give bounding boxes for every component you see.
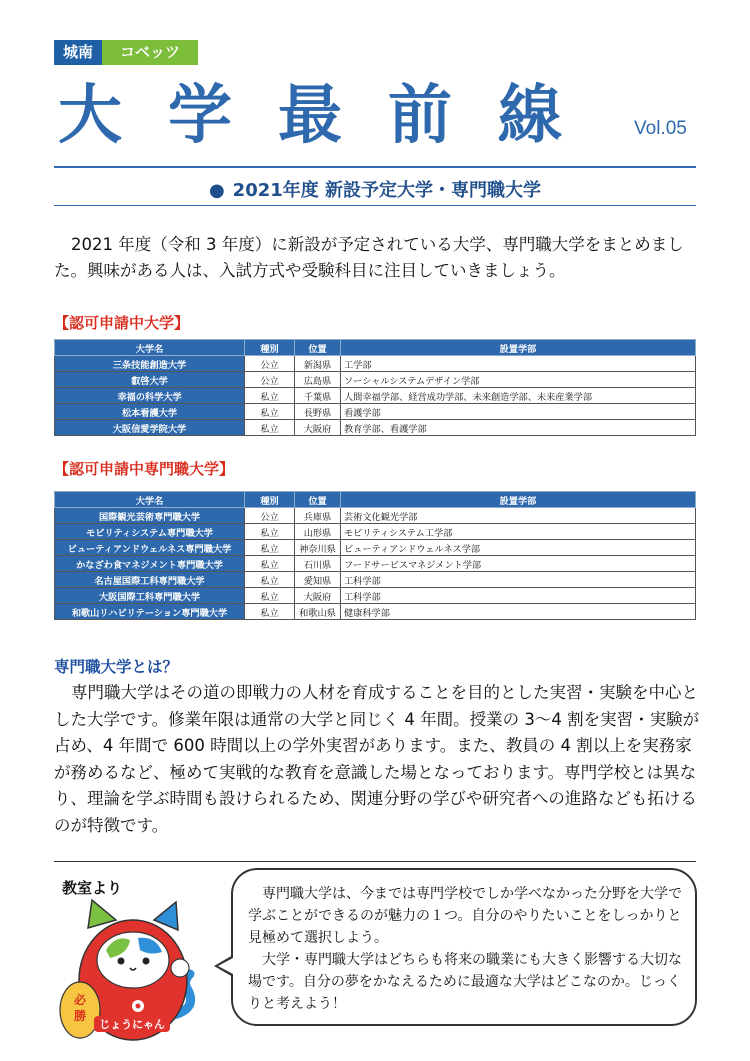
table-header-row <box>55 492 696 508</box>
university-name-cell: 国際観光芸術専門職大学 <box>55 508 245 524</box>
university-name-cell: 名古屋国際工科専門職大学 <box>55 572 245 588</box>
table-header-cell: 大学名 <box>55 492 245 508</box>
intro-paragraph <box>54 232 700 284</box>
classroom-message-1: 専門職大学は、今までは専門学校でしか学べなかった分野を大学で学ぶことができるのが魅力の１つ。自分のやりたいことをしっかりと見極めて選択しよう。 <box>248 886 682 946</box>
faculty-cell: ビューティアンドウェルネス学部 <box>341 540 696 556</box>
volume-number: Vol.05 <box>634 118 687 139</box>
university-name-cell: 大阪信愛学院大学 <box>55 420 245 436</box>
table-row <box>55 604 696 620</box>
university-name-cell: 叡啓大学 <box>55 372 245 388</box>
bullet-icon: ● <box>208 180 225 201</box>
mascot-cat-illustration <box>58 898 208 1048</box>
table-row <box>55 556 696 572</box>
type-cell: 私立 <box>245 604 295 620</box>
table-header-cell: 大学名 <box>55 340 245 356</box>
table-row <box>55 388 696 404</box>
university-name-cell: 大阪国際工科専門職大学 <box>55 588 245 604</box>
page-title: 大学最前線 <box>58 79 608 153</box>
table-header-cell: 設置学部 <box>341 340 696 356</box>
type-cell: 公立 <box>245 356 295 372</box>
faculty-cell: 教育学部、看護学部 <box>341 420 696 436</box>
university-name-cell: ビューティアンドウェルネス専門職大学 <box>55 540 245 556</box>
location-cell: 大阪府 <box>295 420 341 436</box>
intro-text: 2021 年度（令和 3 年度）に新設が予定されている大学、専門職大学をまとめました。興味がある人は、入試方式や受験科目に注目していきましょう。 <box>54 235 684 280</box>
universities-table <box>54 339 696 436</box>
table-row <box>55 372 696 388</box>
table-row <box>55 588 696 604</box>
type-cell: 私立 <box>245 388 295 404</box>
location-cell: 山形県 <box>295 524 341 540</box>
brand-part2: コベッツ <box>102 40 198 65</box>
faculty-cell: 看護学部 <box>341 404 696 420</box>
type-cell: 私立 <box>245 540 295 556</box>
classroom-message <box>248 883 688 1015</box>
location-cell: 和歌山県 <box>295 604 341 620</box>
university-name-cell: 松本看護大学 <box>55 404 245 420</box>
type-cell: 私立 <box>245 524 295 540</box>
brand-part1: 城南 <box>54 40 102 65</box>
university-name-cell: 三条技能創造大学 <box>55 356 245 372</box>
faculty-cell: フードサービスマネジメント学部 <box>341 556 696 572</box>
classroom-label: 教室より <box>62 879 123 897</box>
table-header-cell: 種別 <box>245 492 295 508</box>
faculty-cell: 工科学部 <box>341 588 696 604</box>
what-is-text: 専門職大学はその道の即戦力の人材を育成することを目的とした実習・実験を中心とした大学です。修業年限は通常の大学と同じく 4 年間。授業の 3～4 割を実習・実験が占め、4 年間で 600 時間以上の学外実習があります。また、教員の 4 割以上を実務家が務めるなど、極めて実戦的な教育を意識した場となっております。専門学校とは異なり、理論を学ぶ時間も設けられるため、関連分野の学びや研究者への進路なども拓けるのが特徴です。 <box>54 683 700 835</box>
faculty-cell: 工学部 <box>341 356 696 372</box>
classroom-message-2: 大学・専門職大学はどちらも将来の職業にも大きく影響する大切な場です。自分の夢をかなえるために最適な大学はどこなのか。じっくりと考えよう！ <box>248 952 682 1012</box>
what-is-paragraph <box>54 680 702 839</box>
location-cell: 新潟県 <box>295 356 341 372</box>
faculty-cell: 人間幸福学部、経営成功学部、未来創造学部、未来産業学部 <box>341 388 696 404</box>
table-row <box>55 540 696 556</box>
divider <box>54 166 696 168</box>
type-cell: 私立 <box>245 404 295 420</box>
university-name-cell: 幸福の科学大学 <box>55 388 245 404</box>
location-cell: 石川県 <box>295 556 341 572</box>
location-cell: 神奈川県 <box>295 540 341 556</box>
faculty-cell: 健康科学部 <box>341 604 696 620</box>
section-label-universities: 【認可申請中大学】 <box>54 314 190 332</box>
table-header-cell: 種別 <box>245 340 295 356</box>
location-cell: 千葉県 <box>295 388 341 404</box>
university-name-cell: かなざわ食マネジメント専門職大学 <box>55 556 245 572</box>
type-cell: 私立 <box>245 572 295 588</box>
table-row <box>55 404 696 420</box>
table-row <box>55 420 696 436</box>
type-cell: 私立 <box>245 420 295 436</box>
subheading <box>54 176 696 202</box>
speech-bubble-tail-inner <box>218 958 233 974</box>
university-name-cell: 和歌山リハビリテーション専門職大学 <box>55 604 245 620</box>
type-cell: 私立 <box>245 588 295 604</box>
faculty-cell: モビリティシステム工学部 <box>341 524 696 540</box>
table-header-cell: 位置 <box>295 492 341 508</box>
location-cell: 大阪府 <box>295 588 341 604</box>
faculty-cell: 芸術文化観光学部 <box>341 508 696 524</box>
subheading-text: 2021年度 新設予定大学・専門職大学 <box>232 180 542 201</box>
type-cell: 公立 <box>245 372 295 388</box>
location-cell: 愛知県 <box>295 572 341 588</box>
table-row <box>55 508 696 524</box>
type-cell: 私立 <box>245 556 295 572</box>
what-is-title: 専門職大学とは？ <box>54 658 179 676</box>
table-header-cell: 位置 <box>295 340 341 356</box>
table-row <box>55 356 696 372</box>
location-cell: 兵庫県 <box>295 508 341 524</box>
divider <box>54 205 696 206</box>
mascot-badge-text-2: 勝 <box>73 1009 87 1023</box>
location-cell: 広島県 <box>295 372 341 388</box>
table-row <box>55 524 696 540</box>
table-row <box>55 572 696 588</box>
mascot-badge-text-1: 必 <box>73 993 87 1007</box>
section-label-professional: 【認可申請中専門職大学】 <box>54 460 235 478</box>
brand-logo <box>54 40 198 65</box>
table-header-row <box>55 340 696 356</box>
professional-universities-table <box>54 491 696 620</box>
type-cell: 公立 <box>245 508 295 524</box>
faculty-cell: ソーシャルシステムデザイン学部 <box>341 372 696 388</box>
location-cell: 長野県 <box>295 404 341 420</box>
faculty-cell: 工科学部 <box>341 572 696 588</box>
divider <box>54 861 696 862</box>
mascot-name: じょうにゃん <box>99 1018 165 1031</box>
table-header-cell: 設置学部 <box>341 492 696 508</box>
university-name-cell: モビリティシステム専門職大学 <box>55 524 245 540</box>
